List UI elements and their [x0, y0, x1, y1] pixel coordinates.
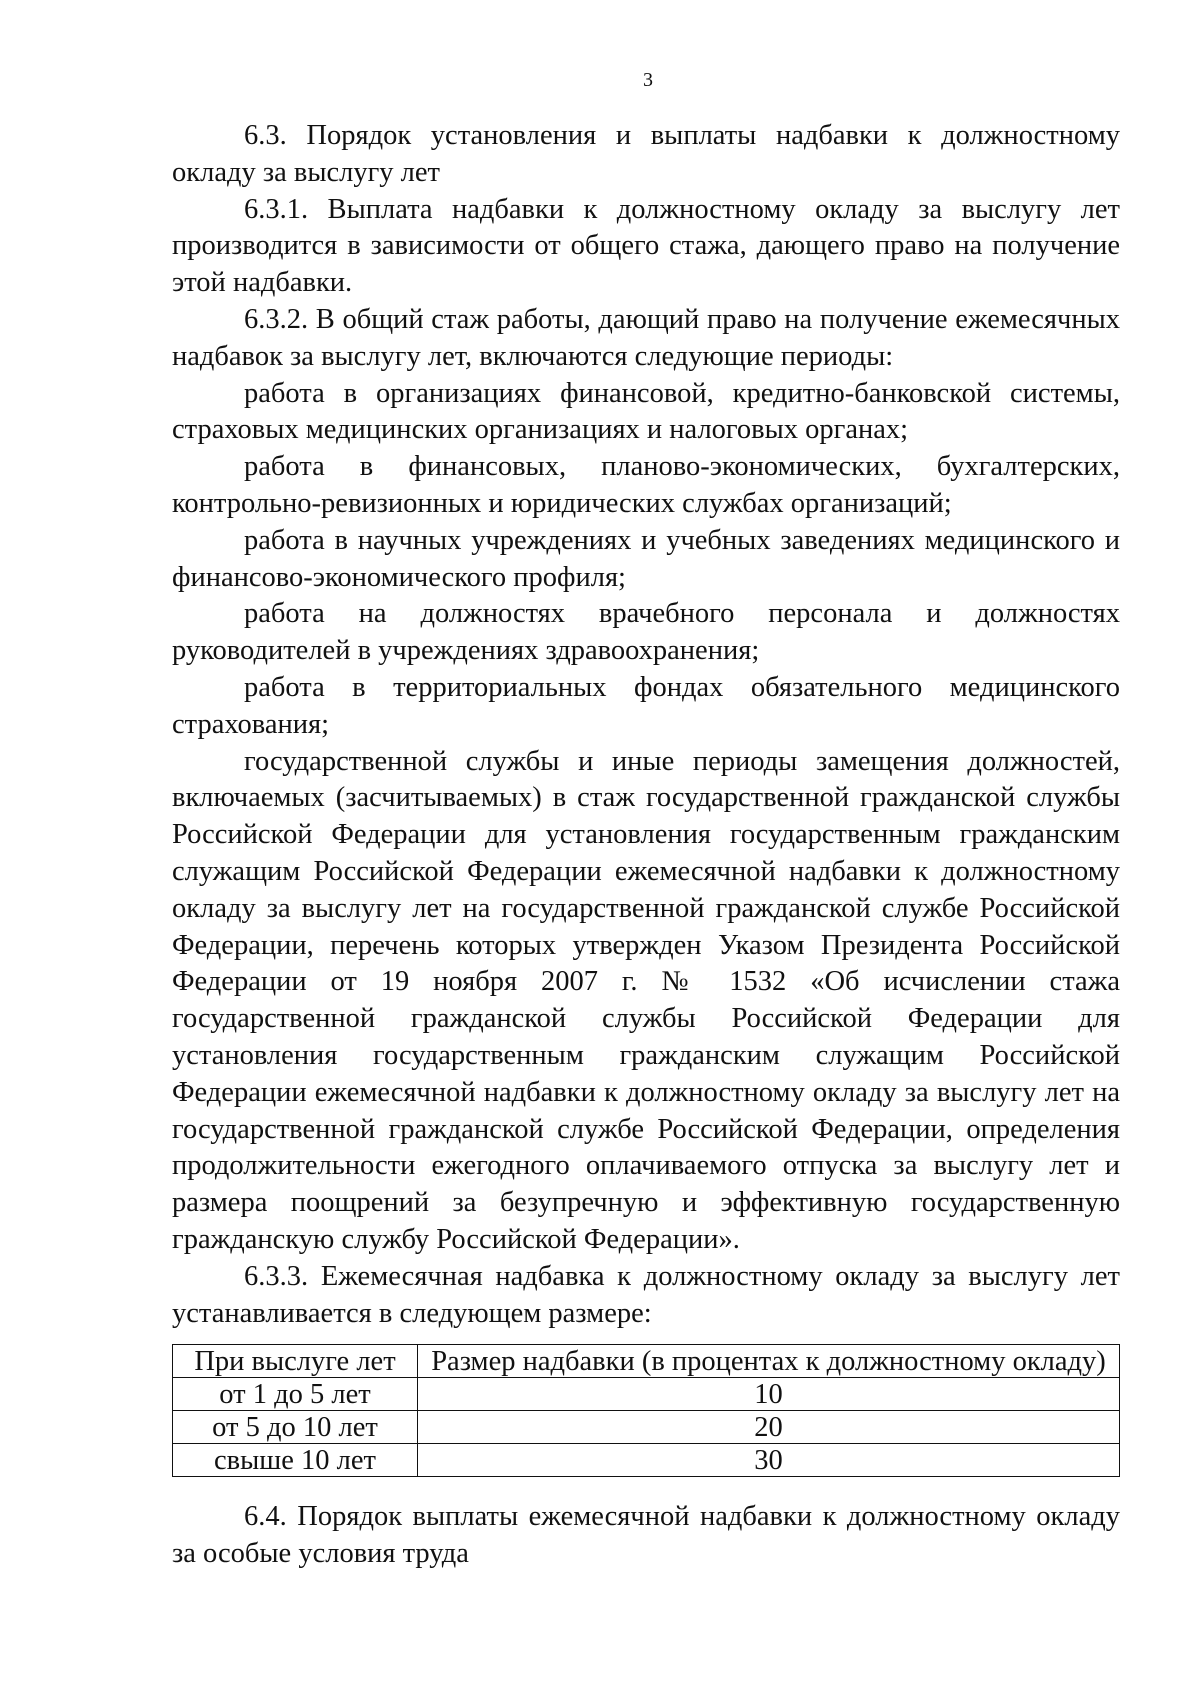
table-header-allowance: Размер надбавки (в процентах к должностному окладу): [418, 1345, 1120, 1378]
paragraph-6-3-2: 6.3.2. В общий стаж работы, дающий право на получение ежемесячных надбавок за выслугу лет, включаются следующие периоды:: [172, 303, 1120, 372]
seniority-allowance-table: [172, 1344, 1120, 1477]
period-item-finance-services: работа в финансовых, планово-экономических, бухгалтерских, контрольно-ревизионных и юридических службах организаций;: [172, 451, 1120, 519]
table-cell-percent: 20: [418, 1411, 1120, 1444]
period-item-insurance-funds: работа в территориальных фондах обязательного медицинского страхования;: [172, 671, 1120, 740]
paragraph-6-3-3: 6.3.3. Ежемесячная надбавка к должностному окладу за выслугу лет устанавливается в следующем размере:: [172, 1260, 1120, 1329]
period-item-scientific-institutions: работа в научных учреждениях и учебных заведениях медицинского и финансово-экономического профиля;: [172, 524, 1120, 593]
table-row: [173, 1411, 1120, 1444]
table-row: [173, 1378, 1120, 1411]
table-cell-years: от 1 до 5 лет: [173, 1378, 418, 1411]
table-cell-years: от 5 до 10 лет: [173, 1411, 418, 1444]
period-item-medical-positions: работа на должностях врачебного персонала и должностях руководителей в учреждениях здравоохранения;: [172, 598, 1120, 667]
table-cell-percent: 30: [418, 1444, 1120, 1477]
table-cell-years: свыше 10 лет: [173, 1444, 418, 1477]
table-row: [173, 1444, 1120, 1477]
period-item-finance-organizations: работа в организациях финансовой, кредитно-банковской системы, страховых медицинских организациях и налоговых органах;: [172, 377, 1120, 446]
page-number: 3: [643, 69, 653, 91]
paragraph-6-3-1: 6.3.1. Выплата надбавки к должностному окладу за выслугу лет производится в зависимости от общего стажа, дающего право на получение этой надбавки.: [172, 193, 1120, 299]
section-heading-6-4: 6.4. Порядок выплаты ежемесячной надбавки к должностному окладу за особые условия труда: [172, 1501, 1120, 1570]
section-heading-6-3: 6.3. Порядок установления и выплаты надбавки к должностному окладу за выслугу лет: [172, 120, 1120, 188]
period-item-civil-service: государственной службы и иные периоды замещения должностей, включаемых (засчитываемых) в стаж государственной гражданской службы Российской Федерации для установления государственным гражданским служащим Российской Федерации ежемесячной надбавки к должностному окладу за выслугу лет на государственной гражданской службе Российской Федерации, перечень которых утвержден Указом Президента Российской Федерации от 19 ноября 2007 г. № 1532 «Об исчислении стажа государственной гражданской службы Российской Федерации для установления государственным гражданским служащим Российской Федерации ежемесячной надбавки к должностному окладу за выслугу лет на государственной гражданской службе Российской Федерации, определения продолжительности ежегодного оплачиваемого отпуска за выслугу лет и размера поощрений за безупречную и эффективную государственную гражданскую службу Российской Федерации».: [172, 745, 1120, 1255]
table-header-row: [173, 1345, 1120, 1378]
document-body: [172, 118, 1120, 1573]
table-header-years: При выслуге лет: [173, 1345, 418, 1378]
table-cell-percent: 10: [418, 1378, 1120, 1411]
